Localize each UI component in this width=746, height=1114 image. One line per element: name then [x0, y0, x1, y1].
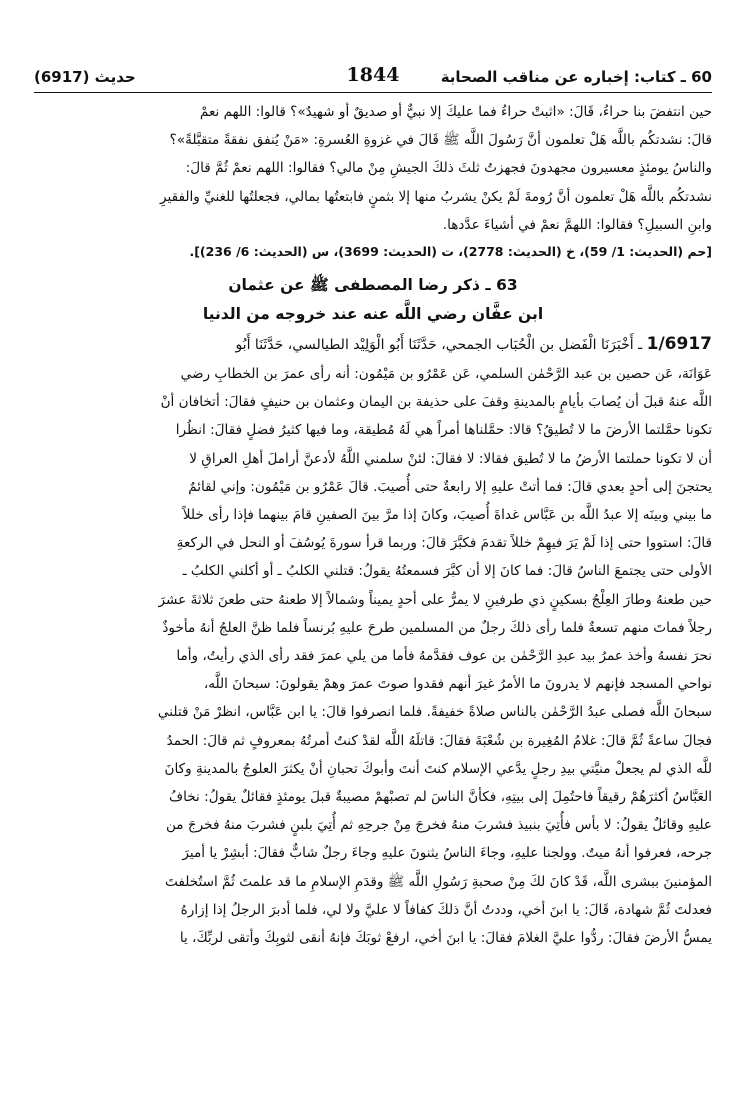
- text-line: يحتجنَ إلى أحدٍ بعدي قالَ: فما أتتْ عليهِ إلا رابعةٌ حتى أُصيبَ. قالَ عَمْرُو بن مَيْمُون: وإني لقائمٌ: [188, 478, 712, 495]
- text-line: قالَ: استووا حتى إذا لَمْ يَرَ فيهِمْ خللاً تقدمَ فكبَّرَ قالَ: وربما قرأ سورةَ يُوسُفَ أو النحل في الركعةِ: [176, 535, 712, 552]
- text-line: أن لا تكونا حملتما الأرضُ ما لا تُطيق فقالا: لا فقالَ: لئنْ سلمني اللَّهُ لأدعنَّ أراملَ أهلِ العراقِ لا: [189, 450, 712, 467]
- text-line: حين طعنهُ وطارَ العِلْجُ بسكينٍ ذي طرفينِ لا يمرُّ على أحدٍ يميناً وشمالاً إلا طعنهُ حتى طعنَ ثلاثةَ عشرَ: [158, 591, 712, 608]
- text-line: عَوَانَة، عَن حصين بن عبد الرَّحْمٰن السلمي، عَن عَمْرُو بن مَيْمُون: أنه رأى عمرَ بن الخطابِ رضي: [180, 366, 712, 383]
- hadith-chain-start: ـ أَخْبَرَنَا الْفَضل بن الْحُبَاب الجمحي، حَدَّثَنَا أَبُو الْوَلِيْد الطيالسي، حَدَّثَنَا أَبُو: [235, 337, 643, 354]
- text-line: العَبَّاسُ أكثرَهُمْ رقيقاً فاحتُمِلَ إلى بيتِهِ، فكأنَّ الناسَ لم تصبْهمْ مصيبةٌ قبلَ يومئذٍ فقائلٌ يقولُ: نخافُ: [169, 789, 712, 806]
- text-line: والناسُ يومئذٍ معسيرون مجهدونَ فجهزتُ ثلثَ ذلكَ الجيشِ مِنْ مالي؟ فقالوا: اللهم نعمْ ثُمَّ قالَ:: [185, 160, 712, 177]
- text-line: ما بيني وبينَه إلا عبدُ اللَّه بن عَبَّاس غداةَ أُصيبَ، وكانَ إذا مرَّ بينَ الصفينِ قامَ بينهما فإذا رأى خللاً: [182, 507, 712, 524]
- text-line: الأولى حتى يجتمعَ الناسُ قالَ: فما كانَ إلا أن كبَّرَ فسمعتُهُ يقولُ: قتلني الكلبُ ـ أو أكلني الكلبُ ـ: [182, 563, 712, 580]
- text-line: جرحه، فعرفوا أنهُ ميتٌ. وولجنا عليهِ، وجاءَ الناسُ يثنونَ عليهِ وجاءَ رجلٌ شابٌّ فقالَ: أبشِرْ يا أميرَ: [182, 845, 712, 862]
- text-line: اللَّه عنهُ قبلَ أن يُصابَ بأيامٍ بالمدينةِ وقفَ على حذيفة بن اليمان وعثمان بن حنيفٍ فقالَ: أتخافان أنْ: [160, 394, 712, 411]
- text-line: سبحانَ اللَّه فصلى عبدُ الرَّحْمٰن بالناس صلاةً خفيفةً. فلما انصرفوا قالَ: يا ابن عَبَّاس، انظرْ مَنْ قتلني: [157, 704, 712, 721]
- source-reference: [حم (الحديث: 1/ 59)، خ (الحديث: 2778)، ت (الحديث: 3699)، س (الحديث: 6/ 236)].: [189, 244, 712, 260]
- section-title-continued: ابن عفَّان رضي اللَّه عنه عند خروجه من الدنيا: [202, 305, 544, 324]
- text-line: نشدتكُم باللَّه هَلْ تعلمون أنَّ رُومةَ لَمْ يكنْ يشربُ منها إلا بثمنٍ فابتعتُها بمالي، فجعلتُها للغنيِّ والفقيرِ: [159, 188, 712, 205]
- text-line: فجالَ ساعةً ثُمَّ قالَ: غلامُ المُغِيرة بن شُعْبَةَ فقالَ: قاتلَهُ اللَّه لقدْ كنتُ أمرتُهُ بمعروفٍ ثم قالَ: الحمدُ: [166, 732, 712, 749]
- page-number: 1844: [346, 64, 400, 86]
- text-line: حين انتفضَ بنا حراءُ، قَالَ: «اثبتْ حراءُ فما عليكَ إلا نبيٌّ أو صديقٌ أو شهيدٌ»؟ قالوا: اللهم نعمْ: [199, 104, 712, 120]
- hadith-opening: [34, 329, 712, 360]
- hadith-text: [34, 360, 712, 952]
- section-title: 63 ـ ذكر رضا المصطفى ﷺ عن عثمان: [228, 276, 518, 295]
- text-line: المؤمنينَ ببشرى اللَّه، قَدْ كانَ لكَ مِنْ صحبةِ رَسُولِ اللَّه ﷺ وقدَمِ الإسلامِ ما قد علمتَ ثُمَّ استُخلفتَ: [164, 873, 712, 890]
- text-line: يمسُّ الأرضَ فقالَ: ردُّوا عليَّ الغلامَ فقالَ: يا ابنَ أخي، ارفعْ ثوبَكَ فإنهُ أنقى لثوبِكَ وأتقى لربِّكَ، يا: [179, 930, 712, 947]
- text-line: قالَ: نشدتكُم باللَّه هَلْ تعلمون أنَّ رَسُولَ اللَّه ﷺ قَالَ في غزوةِ العُسرةِ: «مَنْ يُنفق نفقةً متقبَّلةً»؟: [169, 132, 712, 149]
- text-line: للَّه الذي لم يجعلْ منيَّتي بيدِ رجلٍ يدَّعي الإسلام كنتَ أنتَ وأبوكَ تحبانِ أنْ يكثرَ العلوجُ بالمدينةِ وكانَ: [164, 760, 712, 777]
- text-line: عليهِ وقائلٌ يقولُ: لا بأس فأُتِيَ بنبيذ فشربَ منهُ فخرجَ مِنْ جرحِهِ ثم أُتِيَ بلبنٍ فشربَ منهُ فخرجَ من: [165, 817, 712, 834]
- text-line: تكونا حمَّلتما الأرضَ ما لا تُطيقُ؟ قالا: حمَّلناها أمراً هي لَهُ مُطيقة، وما فيها كثيرُ فضلٍ فقالَ: انظُرا: [175, 422, 712, 439]
- text-line: فعدلتَ ثُمَّ شهادة، قَالَ: يا ابنَ أخي، وددتُ أنَّ ذلكَ كفافاً لا عليَّ ولا لي، فلما أدبرَ الرجلُ إذا إزارهُ: [180, 901, 712, 918]
- text-line: رجلاً فماتَ منهم تسعةٌ فلما رأى ذلكَ رجلٌ من المسلمين طرحَ عليهِ بُرنساً فلما ظنَّ العلجُ أنهُ مأخوذٌ: [162, 619, 712, 636]
- intro-text: [34, 98, 712, 239]
- text-line: نواحي المسجد فإنهم لا يدرونَ ما الأمرُ غيرَ أنهم فقدوا صوتَ عمرَ وهمْ يقولونَ: سبحانَ اللَّه،: [203, 676, 712, 693]
- text-line: نحرَ نفسهُ وأخذ عمرُ بيد عبدِ الرَّحْمٰن بن عوف فقدَّمهُ فأما من يلي عمرَ فقد رأى الذي رأيتُ، وأما: [176, 648, 712, 665]
- hadith-ref-header: حديث (6917): [34, 68, 136, 86]
- hadith-number: 1/6917: [646, 334, 712, 355]
- page-body: [34, 98, 712, 952]
- book-title-header: 60 ـ كتاب: إخباره عن مناقب الصحابة: [440, 68, 712, 86]
- text-line: وابنِ السبيلِ؟ فقالوا: اللهمَّ نعمْ في أشياءَ عدَّدها.: [442, 216, 712, 233]
- page-header: [34, 54, 712, 93]
